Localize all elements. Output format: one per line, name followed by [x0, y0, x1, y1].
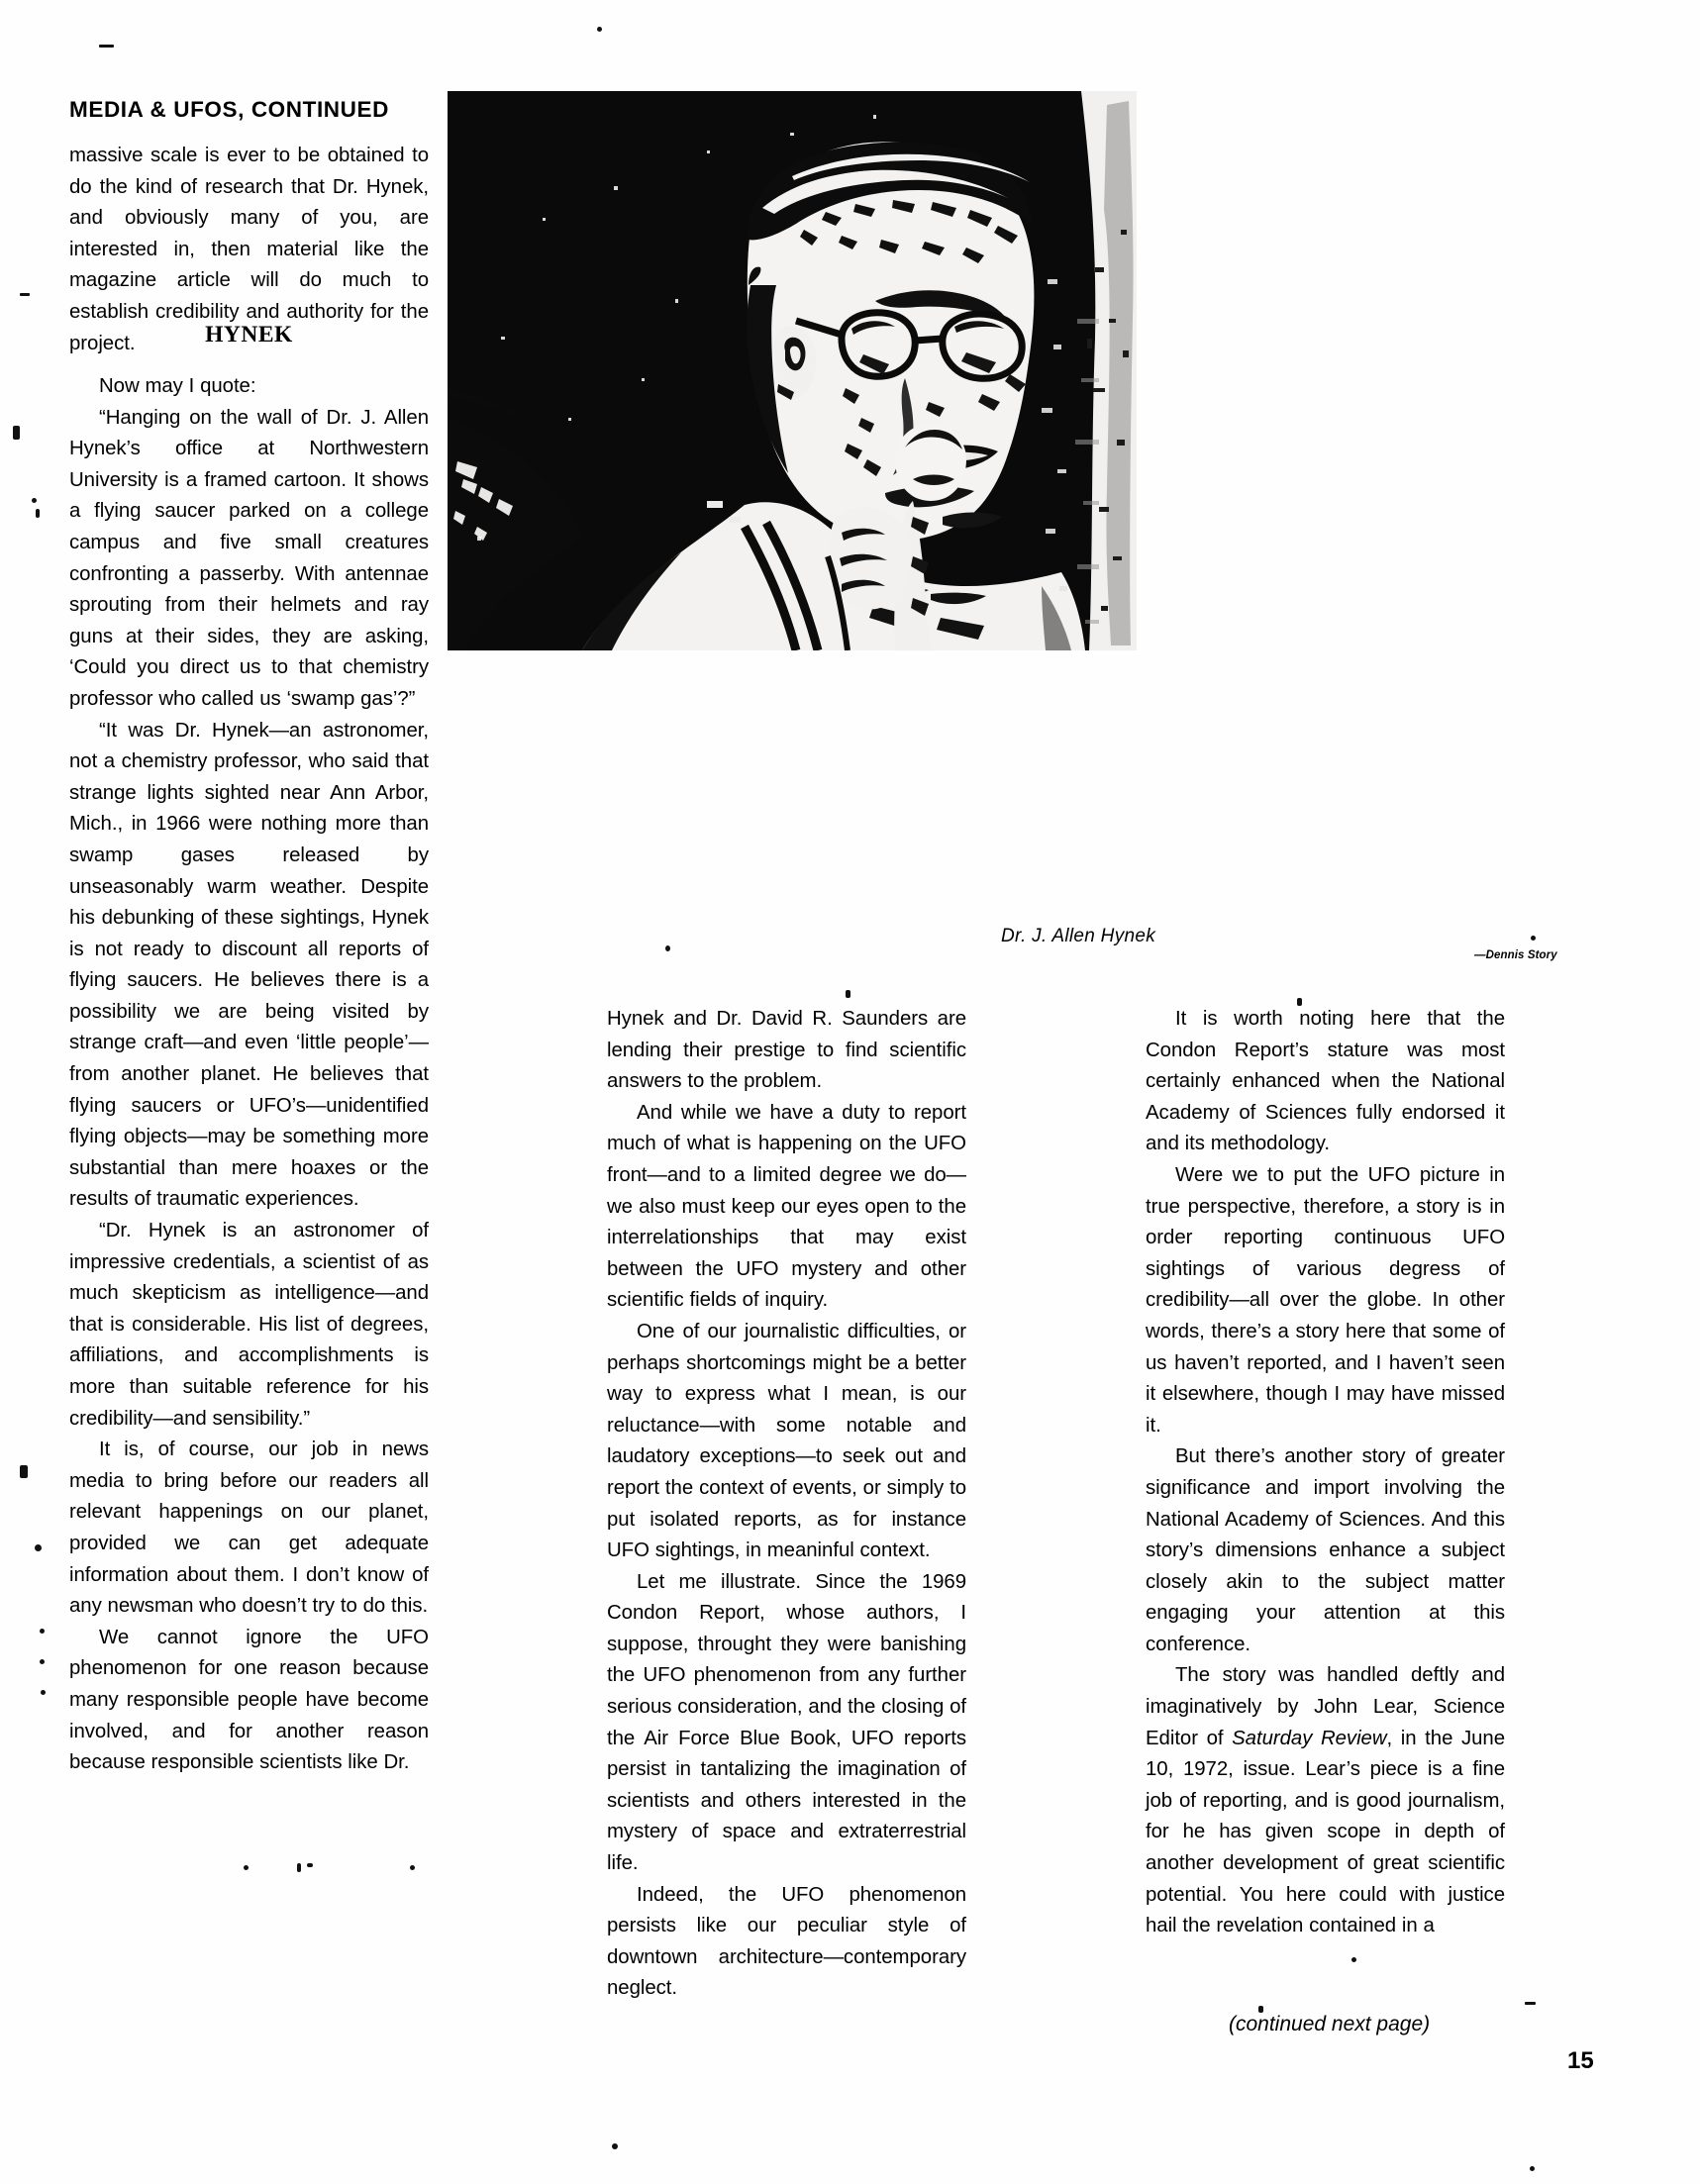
photo-of-dr-j-allen-hynek	[448, 91, 1137, 650]
scan-speck	[1525, 2002, 1536, 2005]
paragraph: massive scale is ever to be obtained to do the kind of research that Dr. Hynek, and obviously many of you, are interested in, then material like the magazine article will do much to establish credibility and authority for the project.	[69, 145, 429, 354]
halftone-portrait-illustration	[448, 91, 1137, 650]
article-subhead: HYNEK	[205, 322, 293, 347]
continued-next-page-note: (continued next page)	[1229, 2013, 1431, 2035]
scan-speck	[665, 945, 670, 951]
scan-speck	[1531, 936, 1536, 941]
text-after-italic: , in the June 10, 1972, issue. Lear’s piece is a fine job of reporting, and is good journalism, for he has given scope in depth of another development of great scientific potential. You here could with justice hail the revelation contained in a	[1146, 1727, 1505, 1937]
paragraph: Let me illustrate. Since the 1969 Condon Report, whose authors, I suppose, throught they were banishing the UFO phenomenon from any further serious consideration, and the closing of the Air Force Blue Book, UFO reports persist in tantalizing the imagination of scientists and others interested in the mystery of space and extraterrestrial life.	[607, 1570, 966, 1875]
text-before-italic: The story was handled deftly and imaginatively by John Lear, Science Editor of	[1146, 1664, 1505, 1749]
paragraph: “Hanging on the wall of Dr. J. Allen Hynek’s office at Northwestern University is a framed cartoon. It shows a flying saucer parked on a college campus and five small creatures confronting a passerby. With antennae sprouting from their helmets and ray guns at their sides, they are asking, ‘Could you direct us to that chemistry professor who called us ‘swamp gas’?”	[69, 406, 429, 710]
paragraph: But there’s another story of greater significance and import involving the National Academy of Sciences. And this story’s dimensions enhance a subject closely akin to the subject matter engaging your attention at this conference.	[1146, 1445, 1505, 1655]
scan-speck	[99, 45, 114, 48]
paragraph: Were we to put the UFO picture in true perspective, therefore, a story is in order reporting continuous UFO sightings of various degress of credibility—all over the globe. In other words, there’s a story here that some of us haven’t reported, and I haven’t seen it elsewhere, though I may have missed it.	[1146, 1163, 1505, 1437]
page-number: 15	[1567, 2047, 1594, 2074]
paragraph: It is worth noting here that the Condon Report’s stature was most certainly enhanced when the National Academy of Sciences fully endorsed it and its methodology.	[1146, 1008, 1505, 1155]
scan-speck	[410, 1865, 415, 1870]
paragraph: Indeed, the UFO phenomenon persists like our peculiar style of downtown architecture—contemporary neglect.	[607, 1883, 966, 2000]
paragraph: It is, of course, our job in news media to bring before our readers all relevant happenings on our planet, provided we can get adequate information about them. I don’t know of any newsman who doesn’t try to do this.	[69, 1439, 429, 1618]
scan-speck	[297, 1863, 301, 1872]
scan-speck	[307, 1863, 313, 1867]
scan-speck	[20, 293, 30, 296]
column-1-body	[69, 371, 429, 1779]
scan-speck	[1351, 1957, 1356, 1962]
scan-speck	[35, 1544, 42, 1551]
scan-speck	[244, 1865, 249, 1870]
scan-speck	[597, 27, 602, 32]
scan-speck	[13, 426, 20, 440]
photo-caption: Dr. J. Allen Hynek	[1001, 926, 1156, 946]
publication-title: Saturday Review	[1232, 1727, 1387, 1749]
paragraph: Now may I quote:	[99, 375, 256, 397]
column-3-body	[1146, 1004, 1505, 1942]
scan-speck	[40, 1629, 45, 1634]
scan-speck	[20, 1465, 28, 1478]
scan-speck	[36, 509, 40, 518]
scan-speck	[846, 990, 850, 998]
scan-speck	[40, 1659, 45, 1664]
paragraph: We cannot ignore the UFO phenomenon for one reason because many responsible people have become involved, and for another reason because responsible scientists like Dr.	[69, 1626, 429, 1774]
paragraph: One of our journalistic difficulties, or perhaps shortcomings might be a better way to express what I mean, is our reluctance—with some notable and laudatory exceptions—to seek out and report the context of events, or simply to put isolated reports, as for instance UFO sightings, in meaninful context.	[607, 1320, 966, 1562]
paragraph: Hynek and Dr. David R. Saunders are lending their prestige to find scientific answers to the problem.	[607, 1008, 966, 1093]
paragraph: And while we have a duty to report much of what is happening on the UFO front—and to a limited degree we do—we also must keep our eyes open to the interrelationships that may exist between the UFO mystery and other scientific fields of inquiry.	[607, 1101, 966, 1312]
scan-speck	[41, 1690, 46, 1695]
paragraph-with-italic-title	[1146, 1660, 1505, 1941]
scan-speck	[32, 498, 37, 503]
scan-speck	[1258, 2006, 1263, 2013]
scan-speck	[612, 2143, 618, 2149]
photo-credit: —Dennis Story	[1474, 949, 1557, 961]
column-2-body	[607, 1004, 966, 2005]
section-kicker: MEDIA & UFOS, CONTINUED	[69, 97, 389, 122]
scan-speck	[1530, 2166, 1535, 2171]
paragraph: “It was Dr. Hynek—an astronomer, not a chemistry professor, who said that strange lights sighted near Ann Arbor, Mich., in 1966 were nothing more than swamp gases released by unseasonably warm weather. Despite his debunking of these sightings, Hynek is not ready to discount all reports of flying saucers. He believes there is a possibility we are being visited by strange craft—and even ‘little people’—from another planet. He believes that flying saucers or UFO’s—unidentified flying objects—may be something more substantial than mere hoaxes or the results of traumatic experiences.	[69, 719, 429, 1211]
paragraph: “Dr. Hynek is an astronomer of impressive credentials, a scientist of as much skepticism as intelligence—and that is considerable. His list of degrees, affiliations, and accomplishments is more than suitable reference for his credibility—and sensibility.”	[69, 1220, 429, 1430]
